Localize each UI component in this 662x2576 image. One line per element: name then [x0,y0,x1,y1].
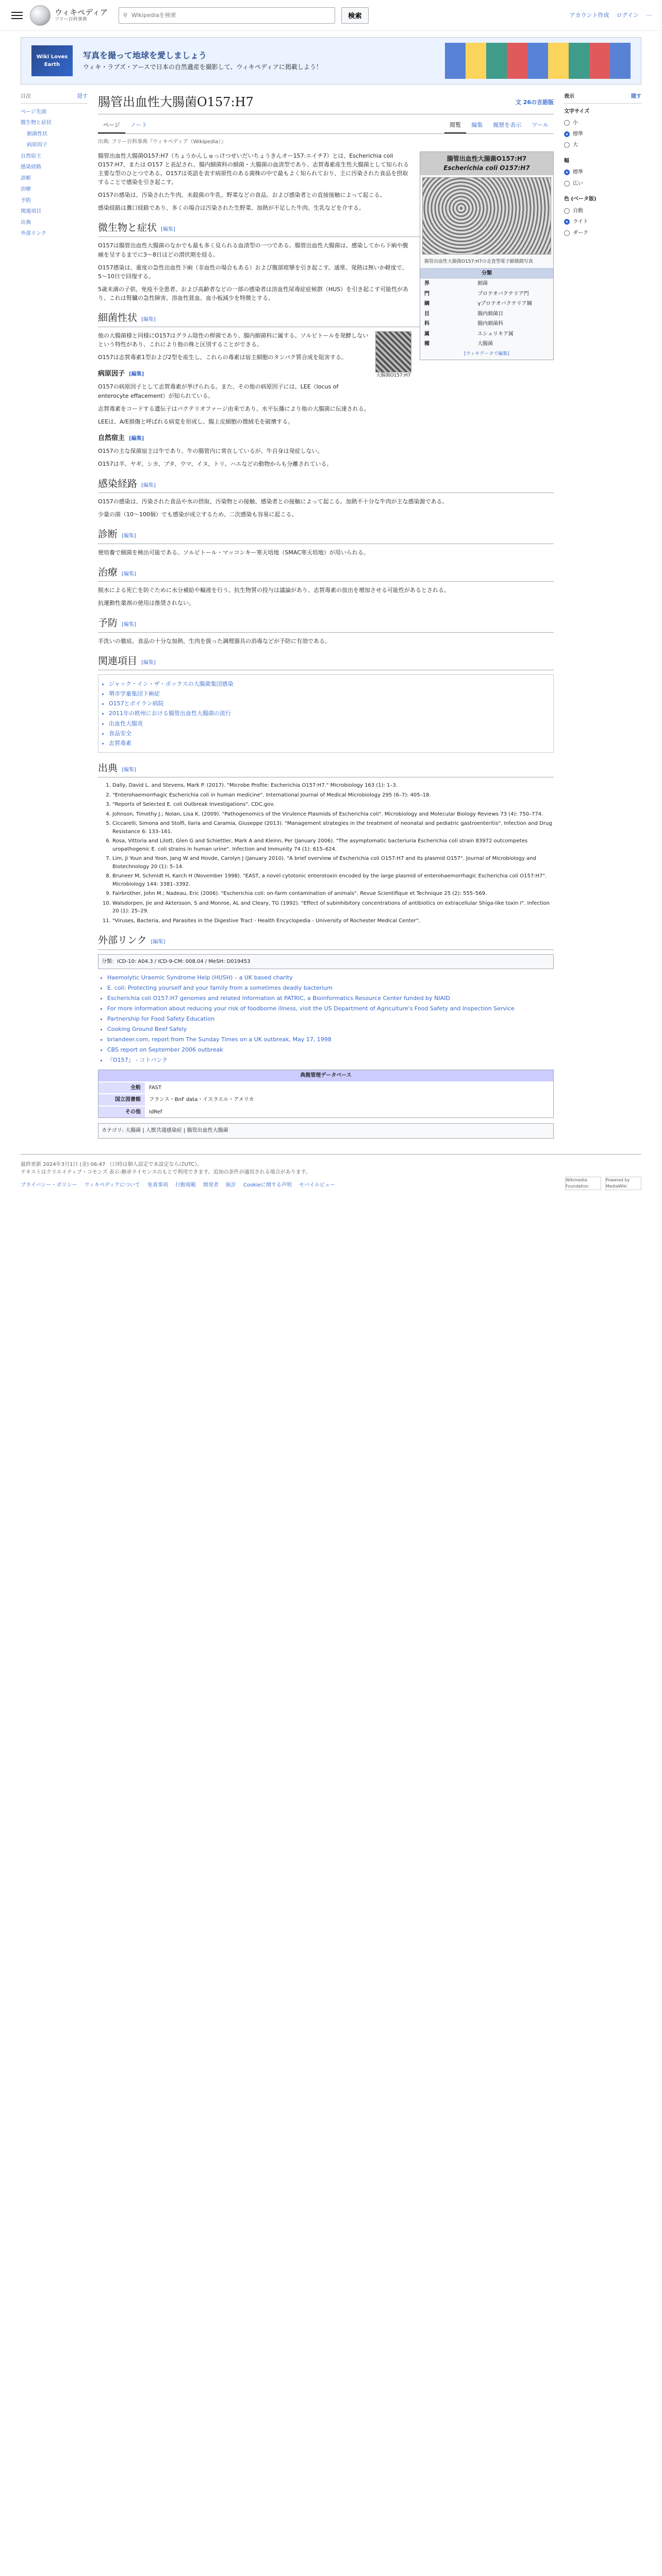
footer-link[interactable]: Cookieに関する声明 [243,1182,292,1189]
bacteria-microscope-image[interactable] [422,177,551,255]
paragraph: LEEは、A/E損傷と呼ばれる病変を形成し、腸上皮細胞の微絨毛を破壊する。 [98,418,294,425]
infobox-row [420,319,553,329]
section-edit-link[interactable]: [編集] [161,227,175,233]
classification-header: 分類 [420,268,553,279]
toc-sidebar [21,93,88,1144]
footer-link[interactable]: モバイルビュー [299,1182,335,1189]
infobox-caption: 腸管出血性大腸菌O157:H7の走査型電子顕微鏡写真 [424,259,533,264]
infobox-value[interactable]: γプロテオバクテリア綱 [477,301,532,307]
heading-text: 自然宿主 [98,434,125,442]
search-icon: ⚲ [123,11,128,19]
radio-button[interactable] [564,219,570,225]
infobox-row [420,289,553,299]
infobox [420,151,554,360]
infobox-value[interactable]: エシェリキア属 [477,331,514,337]
paragraph: O157感染は、重度の急性出血性下痢（非血性の場合もある）および腹部痙攣を引き起こす。通常、発熱は無いか軽度で、5〜10日で回復する。 [98,264,408,280]
infobox-key: 科 [424,321,429,327]
section-edit-link[interactable]: [編集] [141,482,156,488]
navbox-row [98,1106,553,1118]
section-edit-link[interactable]: [編集] [122,767,136,773]
radio-option[interactable] [564,167,641,178]
see-also-link[interactable]: • 2011年の欧州における腸管出血性大腸菌の流行 [109,708,543,718]
navbox-key: 国立図書館 [98,1094,145,1106]
see-also-box [98,674,554,752]
reference-item: 3. "Reports of Selected E. coli Outbreak Investigations". CDC.gov. [112,801,554,809]
toc-hide-button[interactable]: 隠す [77,94,88,99]
wikipedia-globe-icon [30,5,51,26]
external-link[interactable]: • Cooking Ground Beef Safely [107,1025,554,1033]
reference-item: 8. Bruneer M, Schmidt H, Karch H (November 1998). "EAST, a novel cytotonic enterotoxin encoded by the large plasmid of enterohaemorrhagic Escherichia coli O157:H7". Microbiology 144: 3381–3392. [112,872,554,888]
bacteria-image [375,331,411,372]
paragraph: 抗運動性薬剤の使用は推奨されない。 [98,600,194,607]
navbox-value[interactable]: フランス・BnF data・イスラエル・アメリカ [145,1094,553,1106]
paragraph: 他の大腸菌様と同様にO157はグラム陰性の桿菌であり、腸内細菌科に属する。ソルビトールを発酵しないという特性があり、これにより他の株と区別することができる。 [98,332,369,348]
see-also-link[interactable]: • 出血性大腸炎 [109,719,543,728]
heading-text: 治療 [98,566,118,578]
infobox-key: 界 [424,281,429,287]
navbox-value[interactable]: IdRef [145,1106,553,1118]
campaign-banner[interactable] [21,37,641,84]
section-edit-link[interactable]: [編集] [141,316,156,323]
paragraph: 腸管出血性大腸菌O157:H7（ちょうかんしゅっけつせいだいちょうきんオー157:エイチ7）とは、Escherichia coli O157:H7、または O157 と表記され、腸内細菌科の細菌・大腸菌の血清型であり、志賀毒素産生性大腸菌として知られる主要な型のひとつである。O157は英語を表す病原性のある菌株の中で最もよく知られており、主に汚染された食品を摂取することで感染を引き起こす。 [98,152,409,185]
radio-option[interactable] [564,206,641,217]
mediawiki-logo[interactable]: Powered by MediaWiki [605,1177,641,1190]
toc-item[interactable]: 出典 [21,219,31,226]
footer-link[interactable]: 統計 [225,1182,236,1189]
footer-link[interactable]: ウィキペディアについて [84,1182,140,1189]
infobox-key: 属 [424,331,429,337]
paragraph: 感染経路は糞口経路であり、多くの場合は汚染された生野菜、加熱が不足した牛肉、生乳などを介する。 [98,204,365,211]
section-edit-link[interactable]: [編集] [151,939,166,945]
paragraph: O157の病原因子として志賀毒素が挙げられる。また、その他の病原因子には、LEE（locus of enterocyte effacement）が知られている。 [98,383,339,399]
paragraph: O157は腸管出血性大腸菌のなかでも最も多く見られる血清型の一つである。腸管出血性大腸菌は、感染してから下痢や腹痛を呈するまでに3〜8日ほどの潜伏期を経る。 [98,242,408,258]
site-header [0,0,662,31]
infobox-row [420,299,553,309]
page-tab[interactable]: 編集 [471,122,483,129]
campaign-badge: Wiki Loves Earth [31,45,73,76]
external-link[interactable]: • Haemolytic Uraemic Syndrome Help (HUSH) – a UK based charity [107,973,554,982]
heading-text: 病原因子 [98,370,125,378]
authority-control [98,1070,554,1118]
external-link[interactable]: • Partnership for Food Safety Education [107,1014,554,1023]
option-label: 自動 [573,208,583,214]
radio-option[interactable] [564,129,641,140]
section-edit-link[interactable]: [編集] [141,659,156,666]
option-label: 大 [573,142,578,148]
navbox-row [98,1094,553,1106]
tools-title: 表示 [564,94,574,99]
see-also-link[interactable]: • ジャック・イン・ザ・ボックスの大腸菌集団感染 [109,679,543,689]
figure[interactable] [375,331,411,380]
see-also-link[interactable]: • 堺市学童集団下痢症 [109,689,543,699]
license-text: テキストはクリエイティブ・コモンズ 表示-継承ライセンスのもとで利用できます。追加の条件が適用される場合があります。 [21,1170,311,1176]
page-tab[interactable]: 履歴を表示 [493,122,522,129]
width-label: 幅 [564,158,569,164]
search-placeholder: Wikipediaを検索 [131,11,176,19]
toc-item[interactable]: 予防 [21,197,31,204]
footer-link[interactable]: 開発者 [203,1182,219,1189]
navbox-title: 典拠管理データベース [98,1070,553,1081]
tab-spacer [152,117,444,133]
logo-title: ウィキペディア [55,8,108,18]
section-heading [98,527,554,544]
section-edit-link[interactable]: [編集] [122,622,136,628]
reference-item: 9. Fairbrother, John M.; Nadeau, Eric (2006). "Escherichia coli: on-farm contamination of animals". Revue Scientifique et Technique 25 (2): 555–569. [112,890,554,898]
toc-item[interactable]: 細菌性状 [27,131,47,137]
toc-item[interactable]: 病原因子 [27,142,47,148]
infobox-value[interactable]: 大腸菌 [477,341,493,347]
infobox-latin: Escherichia coli O157:H7 [443,164,530,172]
external-link[interactable]: • Escherichia coli O157:H7 genomes and related information at PATRIC, a Bioinformatics Resource Center funded by NIAID [107,994,554,1003]
reference-item: 11. "Viruses, Bacteria, and Parasites in the Digestive Tract - Health Encyclopedia - University of Rochester Medical Center". [112,917,554,925]
footer-link[interactable]: プライバシー・ポリシー [21,1182,77,1189]
text-size-label: 文字サイズ [564,108,590,114]
radio-button[interactable] [564,131,570,137]
categories-box[interactable]: カテゴリ: 大腸菌 | 人獣共通感染症 | 腸管出血性大腸菌 [98,1123,554,1139]
infobox-title: 腸管出血性大腸菌O157:H7 [446,155,527,162]
page-title-heading [98,93,554,114]
section-edit-link[interactable]: [編集] [122,571,136,577]
page-tab[interactable]: ツール [532,122,549,129]
reference-item: 1. Dally, David L. and Stevens, Mark P. (2017). "Microbe Profile: Escherichia O157:H7." Microbiology 163 (1): 1–3. [112,782,554,790]
last-updated: 最終更新 2024年3月1日 (金) 06:47 （日時は個人設定で未設定ならばUTC）。 [21,1161,203,1167]
navbox-key: 全般 [98,1082,145,1094]
paragraph: 便培養で細菌を検出可能である。ソルビトール・マッコンキー寒天培地（SMAC寒天培地）が用いられる。 [98,549,369,556]
navbox-row [98,1082,553,1094]
paragraph: O157の主な保菌宿主は牛であり、牛の腸管内に常在しているが、牛自身は発症しない。 [98,447,323,454]
toc-item[interactable]: 自然宿主 [21,153,41,159]
radio-option[interactable] [564,178,641,190]
heading-text: 診断 [98,529,118,540]
create-account-link[interactable]: アカウント作成 [569,11,609,19]
option-label: 標準 [573,131,583,137]
toc-item[interactable]: 診断 [21,175,31,181]
main-menu-button[interactable] [10,10,24,21]
banner-title: 写真を撮って地球を愛しましょう [83,50,207,61]
infobox-row [420,339,553,349]
infobox-key: 門 [424,291,429,297]
login-link[interactable]: ログイン [616,11,639,19]
radio-button[interactable] [564,181,570,187]
paragraph: O157の感染は、汚染された牛肉、未殺菌の牛乳、野菜などの食品、および感染者との直接接触によって起こる。 [98,191,386,198]
main-content [98,93,554,1144]
toc-title: 目次 [21,94,31,99]
external-link[interactable]: • For more information about reducing your risk of foodborne illness, visit the US Department of Agriculture's Food Safety and Inspection Service [107,1004,554,1013]
paragraph: 志賀毒素をコードする遺伝子はバクテリオファージ由来であり、水平伝播により他の大腸菌に伝達される。 [98,405,370,412]
option-label: ダーク [573,230,588,236]
appearance-sidebar [564,93,641,1144]
option-label: 標準 [573,170,583,175]
section-heading [98,933,554,950]
section-heading [98,565,554,582]
page-title: 腸管出血性大腸菌O157:H7 [98,95,254,109]
wikidata-edit-link[interactable]: [ウィキデータで編集] [464,351,509,357]
navbox-value[interactable]: FAST [145,1082,553,1094]
site-logo[interactable] [30,5,112,26]
paragraph: 脱水による死亡を防ぐために水分補給や輸液を行う。抗生物質の投与は議論があり、志賀毒素の放出を増加させる可能性があるとされる。 [98,587,450,594]
footer-link[interactable]: 行動規範 [175,1182,196,1189]
section-heading [98,616,554,632]
see-also-link[interactable]: • 志賀毒素 [109,738,543,748]
radio-option[interactable] [564,140,641,151]
infobox-row [420,309,553,319]
heading-text: 予防 [98,617,118,629]
tools-hide-button[interactable]: 隠す [631,94,641,99]
external-link[interactable]: • CBS report on September 2006 outbreak [107,1045,554,1054]
infobox-key: 種 [424,341,429,347]
option-label: 小 [573,120,578,126]
infobox-value[interactable]: 腸内細菌目 [477,311,504,317]
infobox-row [420,279,553,289]
see-also-link[interactable]: • O157とボイラン病院 [109,699,543,708]
radio-button[interactable] [564,208,570,214]
radio-option[interactable] [564,216,641,228]
banner-decoration [445,43,631,79]
search-input[interactable] [119,7,335,24]
more-options-icon[interactable]: ⋯ [646,11,652,19]
heading-text: 感染経路 [98,478,138,489]
heading-text: 微生物と症状 [98,222,157,234]
page-tab[interactable]: 閲覧 [444,117,466,133]
search-button[interactable]: 検索 [341,7,369,24]
radio-option[interactable] [564,228,641,239]
reference-item: 4. Johnson, Timothy J.; Nolan, Lisa K. (2009). "Pathogenomics of the Virulence Plasmids of Escherichia coli". Microbiology and Molecular Biology Reviews 73 (4): 750–774. [112,810,554,819]
reference-item: 6. Rosa, Vittoria and Lilott, Glen G and Schiettler, Mark A and Kleinn, Per (January 2006). "The asymptomatic bacteriuria Escherichia coli strain 83972 outcompetes uropathogenic E. coli strains in human urine". Infection and Immunity 74 (1): 615–624. [112,837,554,853]
section-edit-link[interactable]: [編集] [129,435,144,442]
section-edit-link[interactable]: [編集] [129,371,144,378]
option-label: ライト [573,219,588,225]
radio-button[interactable] [564,120,570,126]
reference-item: 7. Lim, Ji Youn and Yoon, Jang W and Hovde, Carolyn J (January 2010). "A brief overview of Escherichia coli O157:H7 and its plasmid O157". Journal of Microbiology and Biotechnology 20 (1): 5–14. [112,855,554,871]
infobox-value[interactable]: 腸内細菌科 [477,321,504,327]
infobox-value[interactable]: 細菌 [477,281,488,287]
infobox-key: 目 [424,311,429,317]
color-label: 色 (ベータ版) [564,196,597,202]
paragraph: O157の感染は、汚染された食品や水の摂取、汚染物との接触、感染者との接触によって起こる。加熱不十分な牛肉が主な感染源である。 [98,498,448,505]
paragraph: 5歳未満の子供、免疫不全患者、および高齢者などの一部の感染者は溶血性尿毒症症候群（HUS）を引き起こす可能性があり、これは腎臓の急性障害、溶血性貧血、血小板減少を特徴とする。 [98,285,409,301]
radio-option[interactable] [564,117,641,129]
heading-text: 細菌性状 [98,312,138,324]
page-footer [21,1154,641,1196]
reference-item: 5. Ciccarelli, Simona and Stolfi, Ilaria and Caramia, Giuseppe (2013). "Management strategies in the treatment of neonatal and pediatric gastroenteritis". Infection and Drug Resistance 6: 133–161. [112,820,554,836]
classification-codes: 分類：ICD-10: A04.3 / ICD-9-CM: 008.04 / MeSH: D019453 [98,954,554,970]
radio-button[interactable] [564,230,570,236]
navbox-key: その他 [98,1106,145,1118]
heading-text: 外部リンク [98,935,147,946]
subsection-heading [98,369,554,379]
footer-link[interactable]: 免責事項 [147,1182,168,1189]
external-link[interactable]: • 『O157』 - コトバンク [107,1056,554,1064]
reference-item: 2. "Enterohaemorrhagic Escherichia coli in human medicine". International Journal of Medical Microbiology 295 (6–7): 405–18. [112,791,554,800]
paragraph: 手洗いの徹底、食品の十分な加熱、生肉を扱った調理器具の消毒などが予防に有効である。 [98,637,330,645]
language-button[interactable]: 文 26の言語版 [515,99,554,106]
external-link[interactable]: • E. coli: Protecting yourself and your family from a sometimes deadly bacterium [107,984,554,992]
wikimedia-logo[interactable]: Wikimedia Foundation [565,1177,601,1190]
section-edit-link[interactable]: [編集] [122,533,136,539]
option-label: 広い [573,180,583,187]
see-also-link[interactable]: • 食品安全 [109,728,543,738]
infobox-value[interactable]: プロテオバクテリア門 [477,291,529,297]
external-link[interactable]: • briandeer.com, report from The Sunday Times on a UK outbreak, May 17, 1998 [107,1035,554,1044]
page-tab[interactable]: ページ [98,117,125,133]
banner-text: ウィキ・ラブズ・アースで日本の自然遺産を撮影して、ウィキペディアに掲載しよう！ [83,63,322,71]
paragraph: O157は羊、ヤギ、シカ、ブタ、ウマ、イヌ、トリ、ハエなどの動物からも分離されている。 [98,460,333,467]
subsection-heading [98,433,554,444]
infobox-row [420,329,553,340]
paragraph: O157は志賀毒素1型および2型を産生し、これらの毒素は宿主細胞のタンパク質合成を阻害する。 [98,354,347,361]
toc-item[interactable]: ページ先頭 [21,109,46,115]
toc-item[interactable]: 治療 [21,187,31,192]
reference-item: 10. Walsdorpen, Jie and Aktersson, S and Monroe, AL and Cleary, TG (1992). "Effect of subinhibitory concentrations of antibiotics on extracellular Shiga-like toxin I". Infection 20 (1): 25–29. [112,900,554,916]
page-tab[interactable]: ノート [130,122,147,129]
paragraph: 少量の菌（10〜100個）でも感染が成立するため、二次感染も容易に起こる。 [98,511,297,518]
section-heading [98,477,554,493]
section-heading [98,654,554,670]
radio-button[interactable] [564,170,570,175]
toc-item[interactable]: 外部リンク [21,231,46,236]
section-heading [98,761,554,777]
figure-caption: 大腸菌O157:H7 [376,373,411,379]
toc-item[interactable]: 関連項目 [21,209,41,214]
heading-text: 関連項目 [98,655,138,667]
logo-subtitle: フリー百科事典 [55,17,87,23]
page-source: 出典: フリー百科事典『ウィキペディア（Wikipedia）』 [98,139,226,145]
infobox-key: 綱 [424,301,429,307]
heading-text: 出典 [98,762,118,774]
toc-item[interactable]: 感染経路 [21,164,41,170]
toc-item[interactable]: 微生物と症状 [21,120,52,126]
radio-button[interactable] [564,142,570,148]
